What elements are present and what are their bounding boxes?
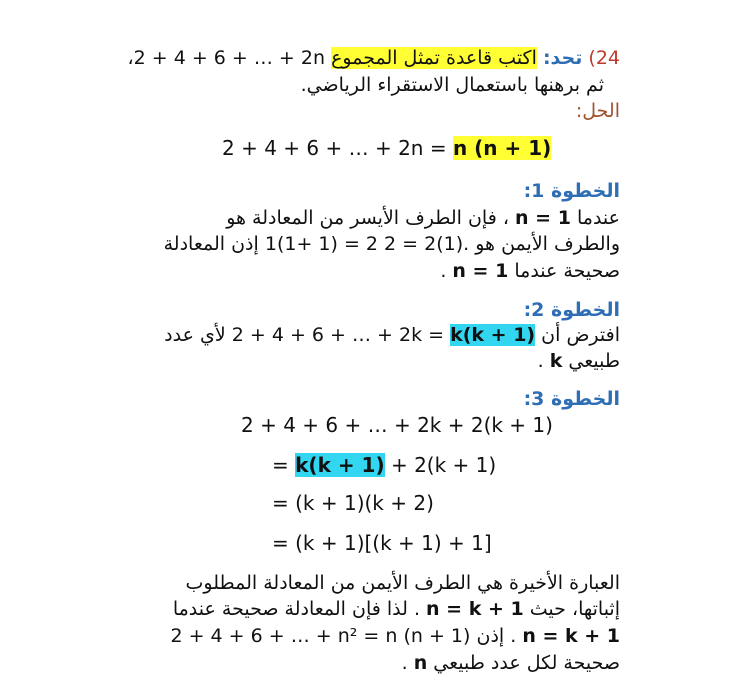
step2-var: k xyxy=(549,350,563,372)
step2-highlight: k(k + 1) xyxy=(450,324,536,346)
conclusion-var: n xyxy=(413,652,428,674)
conclusion-text-e: . xyxy=(401,652,408,674)
step3-eq2-highlight: k(k + 1) xyxy=(295,453,385,477)
step1-math-c: n = 1 xyxy=(452,260,509,282)
formula-left: 2 + 4 + 6 + … + 2n = xyxy=(222,136,447,160)
conclusion-math-a: n = k + 1 xyxy=(426,598,524,620)
step2-line-2 xyxy=(538,348,620,374)
step2-line-1 xyxy=(164,322,620,348)
step1-math-b: 1(1+ 1) = 2 xyxy=(264,233,378,255)
conclusion-line-2 xyxy=(173,596,620,622)
step1-math-a: n = 1 xyxy=(515,207,571,229)
problem-line-2: ثم برهنها باستعمال الاستقراء الرياضي. xyxy=(300,74,604,96)
problem-line-1 xyxy=(127,45,620,71)
step2-text-d: . xyxy=(537,350,544,372)
step1-title: الخطوة 1: xyxy=(523,180,620,202)
step2-text-b: لأي عدد xyxy=(164,324,226,346)
step1-line-2 xyxy=(164,231,620,257)
step1-text-e: صحيحة عندما xyxy=(514,260,620,282)
step2-title: الخطوة 2: xyxy=(523,299,620,321)
problem-series: 2 + 4 + 6 + … + 2n xyxy=(133,47,326,69)
conclusion-math-b: n = k + 1 xyxy=(522,625,620,647)
step3-eq-4: = (k + 1)[(k + 1) + 1] xyxy=(272,531,492,555)
step3-title: الخطوة 3: xyxy=(523,388,620,410)
step1-text-b: ، فإن الطرف الأيسر من المعادلة هو xyxy=(226,207,509,229)
step2-text-a: افترض أن xyxy=(541,324,620,346)
conclusion-text-b: . لذا فإن المعادلة صحيحة عندما xyxy=(172,598,420,620)
solution-label: الحل: xyxy=(575,100,620,122)
problem-number: 24) xyxy=(588,47,620,69)
step1-text-a: عندما xyxy=(576,207,620,229)
main-formula xyxy=(222,134,551,162)
conclusion-text-a: إثباتها، حيث xyxy=(529,598,620,620)
conclusion-text-c: . إذن xyxy=(476,625,517,647)
conclusion-line-3 xyxy=(170,623,620,649)
step1-text-c: 2 = 2(1). والطرف الأيمن هو xyxy=(384,233,620,255)
step2-math xyxy=(232,322,535,348)
conclusion-math-c: 2 + 4 + 6 + … + n² = n (n + 1) xyxy=(170,625,471,647)
formula-right: n (n + 1) xyxy=(452,136,552,160)
step3-eq-3: = (k + 1)(k + 2) xyxy=(272,491,434,515)
step1-line-1 xyxy=(226,205,620,231)
step3-eq2-rest: + 2(k + 1) xyxy=(390,453,497,477)
step1-text-d: إذن المعادلة xyxy=(163,233,259,255)
conclusion-line-4 xyxy=(402,650,620,676)
step1-line-3 xyxy=(440,258,620,284)
step3-eq2-equals: = xyxy=(272,453,289,477)
step3-eq-1: 2 + 4 + 6 + … + 2k + 2(k + 1) xyxy=(241,413,553,437)
step2-text-c: طبيعي xyxy=(568,350,620,372)
problem-keyword: تحد: xyxy=(542,47,583,69)
step2-sum: 2 + 4 + 6 + … + 2k = xyxy=(231,324,445,346)
step1-text-f: . xyxy=(440,260,447,282)
conclusion-text-d: صحيحة لكل عدد طبيعي xyxy=(433,652,620,674)
problem-comma: ، xyxy=(127,47,134,69)
step3-eq-2 xyxy=(272,451,496,479)
problem-highlight: اكتب قاعدة تمثل المجموع xyxy=(331,47,537,69)
conclusion-line-1: العبارة الأخيرة هي الطرف الأيمن من المعادلة المطلوب xyxy=(185,572,620,594)
